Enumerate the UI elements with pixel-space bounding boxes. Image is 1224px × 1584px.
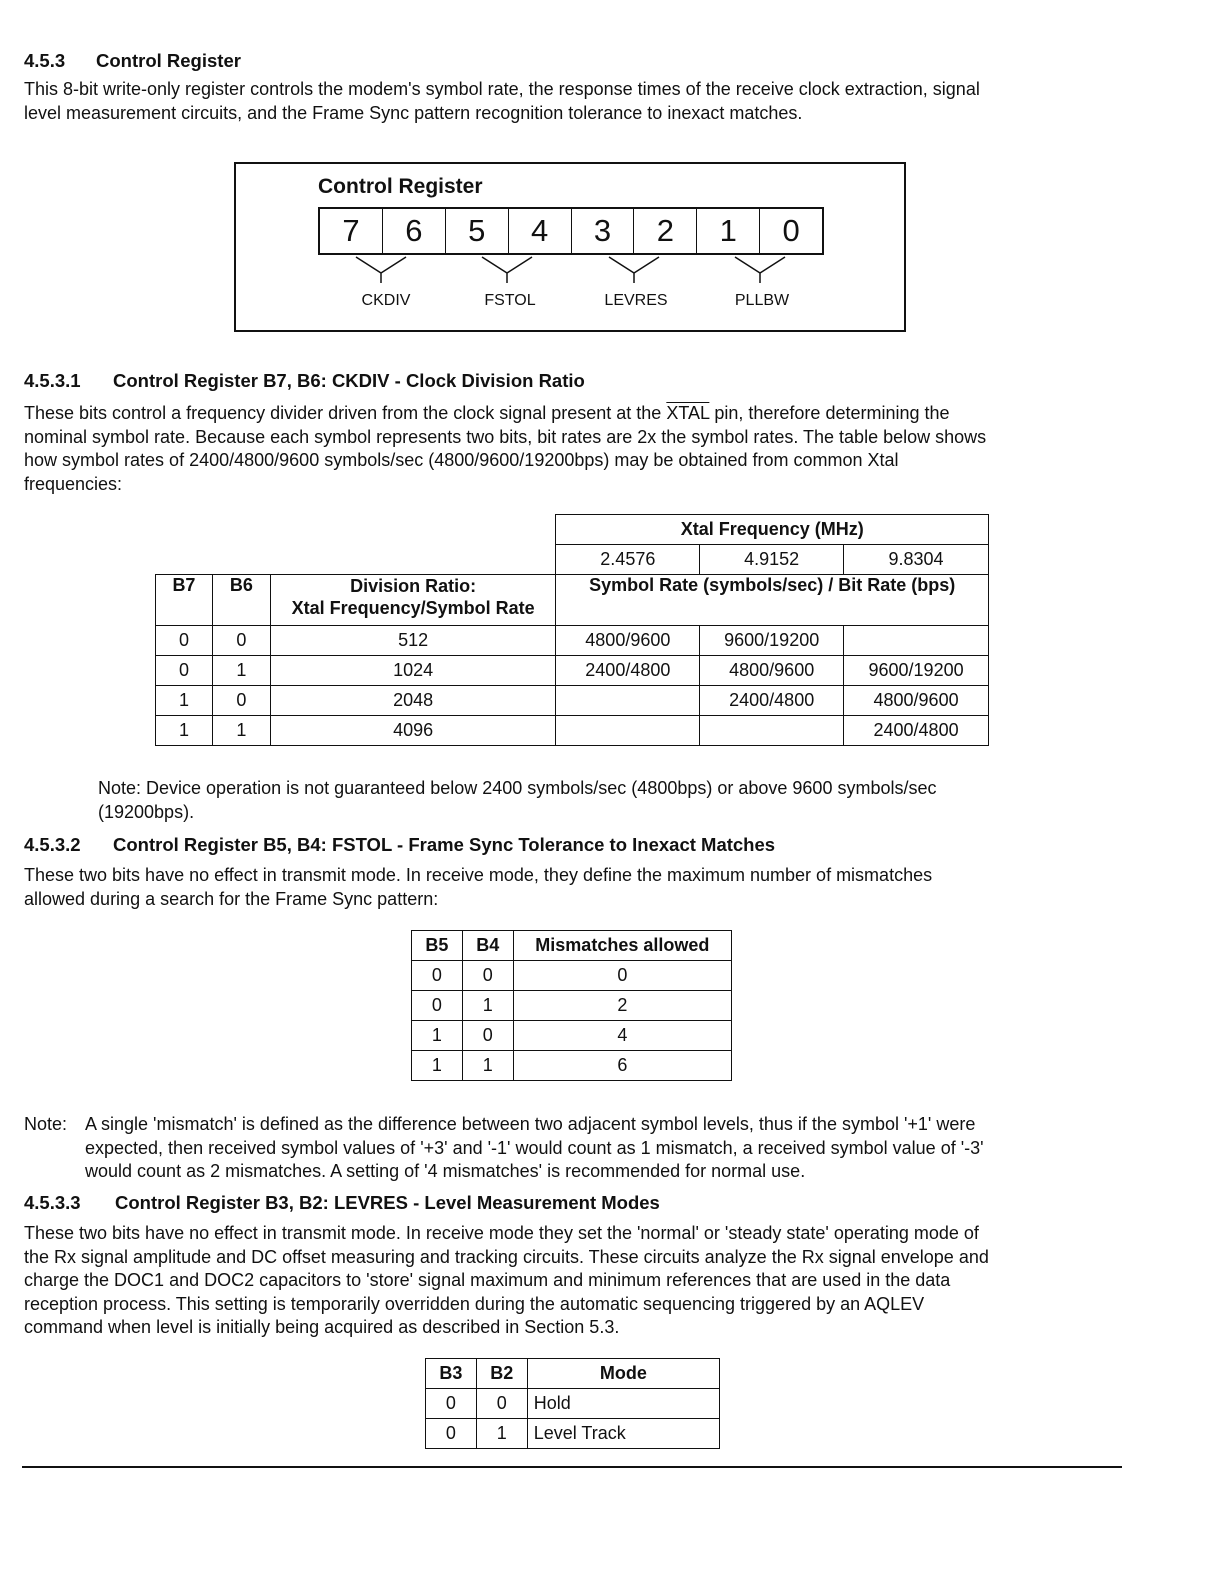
fstol-bracket — [482, 257, 532, 283]
freq-header: 4.9152 — [700, 545, 844, 575]
ckdiv-table — [155, 514, 989, 746]
section-heading-4-5-3 — [24, 50, 241, 72]
register-bit: 5 — [446, 209, 509, 253]
register-bit: 0 — [782, 213, 800, 248]
register-bit: 4 — [509, 209, 572, 253]
paragraph-line: nominal symbol rate. Because each symbol represents two bits, bit rates are 2x the symbol rates. The table below shows — [24, 426, 987, 447]
note-label: Note: — [24, 1114, 68, 1134]
paragraph-line: the Rx signal amplitude and DC offset measuring and tracking circuits. These circuits analyze the Rx signal envelope and — [24, 1246, 989, 1267]
paragraph-4-5-3-3 — [24, 1222, 989, 1340]
cell-rate — [700, 716, 844, 746]
cell-b3: 0 — [426, 1389, 477, 1419]
table-row — [426, 1419, 720, 1449]
cell-b5: 0 — [412, 961, 463, 991]
register-bit-row — [318, 207, 824, 255]
cell-b6: 0 — [212, 686, 270, 716]
ckdiv-bracket — [356, 257, 406, 283]
section-title: Control Register B7, B6: CKDIV - Clock Division Ratio — [113, 370, 585, 391]
field-label-levres: LEVRES — [604, 292, 668, 309]
cell-b6: 0 — [212, 626, 270, 656]
cell-b7: 0 — [156, 626, 213, 656]
levres-bracket — [609, 257, 659, 283]
cell-b6: 1 — [212, 716, 270, 746]
table-row — [156, 686, 989, 716]
section-title: Control Register B5, B4: FSTOL - Frame Sync Tolerance to Inexact Matches — [113, 834, 776, 855]
col-header-b5: B5 — [412, 931, 463, 961]
field-label-ckdiv: CKDIV — [361, 292, 411, 309]
paragraph-line — [24, 402, 986, 426]
cell-rate: 4800/9600 — [700, 656, 844, 686]
cell-b5: 0 — [412, 991, 463, 1021]
paragraph-line: charge the DOC1 and DOC2 capacitors to 'store' signal maximum and minimum references that are used in the data — [24, 1270, 951, 1290]
col-header-mode: Mode — [527, 1359, 719, 1389]
paragraph-line: reception process. This setting is temporarily overridden during the automatic sequencing triggered by an AQLEV — [24, 1293, 925, 1314]
register-bit: 3 — [572, 209, 635, 253]
table-row — [412, 991, 732, 1021]
table-row — [156, 626, 989, 656]
cell-rate: 4800/9600 — [844, 686, 989, 716]
note-line: would count as 2 mismatches. A setting of '4 mismatches' is recommended for normal use. — [85, 1161, 806, 1181]
cell-rate — [556, 716, 700, 746]
section-heading-4-5-3-1 — [24, 370, 585, 392]
cell-b2: 0 — [476, 1389, 527, 1419]
cell-rate: 4800/9600 — [556, 626, 700, 656]
section-number: 4.5.3.3 — [24, 1192, 81, 1213]
section-title: Control Register B3, B2: LEVRES - Level Measurement Modes — [115, 1192, 660, 1213]
register-diagram-title: Control Register — [318, 175, 483, 198]
cell-ratio: 1024 — [270, 656, 556, 686]
paragraph-4-5-3 — [24, 78, 980, 125]
note-operation-range — [98, 777, 937, 824]
note-line: expected, then received symbol values of '+3' and '-1' would count as 1 mismatch, a received symbol value of '-3' — [85, 1137, 984, 1158]
section-heading-4-5-3-3 — [24, 1192, 660, 1214]
note-mismatch-definition — [24, 1113, 984, 1184]
section-number: 4.5.3.2 — [24, 834, 81, 855]
cell-rate: 2400/4800 — [844, 716, 989, 746]
cell-b7: 0 — [156, 656, 213, 686]
col-header-rate: Symbol Rate (symbols/sec) / Bit Rate (bps) — [556, 575, 989, 626]
section-title: Control Register — [96, 50, 241, 71]
field-label-pllbw: PLLBW — [734, 292, 790, 309]
cell-rate: 2400/4800 — [556, 656, 700, 686]
paragraph-line: command when level is initially being acquired as described in Section 5.3. — [24, 1317, 620, 1337]
cell-mismatches: 0 — [513, 961, 731, 991]
col-header-mismatches: Mismatches allowed — [513, 931, 731, 961]
section-heading-4-5-3-2 — [24, 834, 775, 856]
field-bracket-lines — [318, 255, 824, 285]
cell-b5: 1 — [412, 1021, 463, 1051]
cell-rate: 9600/19200 — [700, 626, 844, 656]
paragraph-line: This 8-bit write-only register controls the modem's symbol rate, the response times of the receive clock extraction, signal — [24, 79, 980, 99]
cell-ratio: 512 — [270, 626, 556, 656]
xtal-frequency-header: Xtal Frequency (MHz) — [556, 515, 989, 545]
cell-mismatches: 2 — [513, 991, 731, 1021]
col-header-b2: B2 — [476, 1359, 527, 1389]
paragraph-4-5-3-2 — [24, 864, 932, 911]
cell-mode: Level Track — [527, 1419, 719, 1449]
table-row — [412, 1051, 732, 1081]
cell-mismatches: 4 — [513, 1021, 731, 1051]
register-bit: 1 — [697, 209, 760, 253]
pllbw-bracket — [735, 257, 785, 283]
cell-mismatches: 6 — [513, 1051, 731, 1081]
cell-b3: 0 — [426, 1419, 477, 1449]
cell-rate: 9600/19200 — [844, 656, 989, 686]
paragraph-line: allowed during a search for the Frame Sync pattern: — [24, 888, 439, 909]
table-row — [412, 1021, 732, 1051]
col-header-b6: B6 — [212, 575, 270, 626]
xtal-pin-label: XTAL — [666, 403, 710, 423]
table-row — [412, 961, 732, 991]
col-header-b7: B7 — [156, 575, 213, 626]
cell-ratio: 2048 — [270, 686, 556, 716]
cell-ratio: 4096 — [270, 716, 556, 746]
freq-header: 9.8304 — [844, 545, 989, 575]
cell-rate — [556, 686, 700, 716]
paragraph-text: These bits control a frequency divider driven from the clock signal present at the — [24, 403, 662, 423]
levres-table — [425, 1358, 720, 1449]
cell-b7: 1 — [156, 686, 213, 716]
fstol-table — [411, 930, 732, 1081]
freq-header: 2.4576 — [556, 545, 700, 575]
ratio-header-line: Division Ratio: — [350, 576, 477, 596]
note-line: A single 'mismatch' is defined as the difference between two adjacent symbol levels, thus if the symbol '+1' were — [85, 1114, 976, 1134]
col-header-b3: B3 — [426, 1359, 477, 1389]
cell-b7: 1 — [156, 716, 213, 746]
register-bit: 6 — [383, 209, 446, 253]
cell-rate: 2400/4800 — [700, 686, 844, 716]
section-number: 4.5.3 — [24, 50, 66, 71]
paragraph-line: level measurement circuits, and the Frame Sync pattern recognition tolerance to inexact matches. — [24, 102, 803, 123]
register-bit: 2 — [634, 209, 697, 253]
field-label-fstol: FSTOL — [484, 292, 536, 309]
cell-b4: 1 — [462, 1051, 513, 1081]
cell-b5: 1 — [412, 1051, 463, 1081]
cell-b6: 1 — [212, 656, 270, 686]
cell-b4: 0 — [462, 1021, 513, 1051]
note-line: Note: Device operation is not guaranteed below 2400 symbols/sec (4800bps) or above 9600 symbols/sec — [98, 778, 937, 798]
note-line: (19200bps). — [98, 801, 195, 822]
ratio-header-line: Xtal Frequency/Symbol Rate — [291, 598, 535, 618]
table-row — [156, 656, 989, 686]
table-header-row — [412, 931, 732, 961]
col-header-ratio — [270, 575, 556, 626]
table-header-row — [156, 545, 989, 575]
table-header-row — [156, 575, 989, 626]
paragraph-line: These two bits have no effect in transmit mode. In receive mode, they define the maximum number of mismatches — [24, 865, 933, 885]
cell-b2: 1 — [476, 1419, 527, 1449]
table-header-row — [156, 515, 989, 545]
footer-rule — [22, 1466, 1122, 1468]
cell-mode: Hold — [527, 1389, 719, 1419]
paragraph-4-5-3-1 — [24, 402, 986, 496]
paragraph-line: frequencies: — [24, 473, 123, 494]
cell-rate — [844, 626, 989, 656]
paragraph-line: These two bits have no effect in transmit mode. In receive mode they set the 'normal' or 'steady state' operating mode of — [24, 1223, 979, 1243]
table-row — [426, 1389, 720, 1419]
section-number: 4.5.3.1 — [24, 370, 81, 391]
cell-b4: 0 — [462, 961, 513, 991]
cell-b4: 1 — [462, 991, 513, 1021]
paragraph-text: pin, therefore determining the — [714, 403, 950, 423]
table-row — [156, 716, 989, 746]
paragraph-line: how symbol rates of 2400/4800/9600 symbols/sec (4800/9600/19200bps) may be obtained from common Xtal — [24, 450, 899, 470]
col-header-b4: B4 — [462, 931, 513, 961]
register-bit: 7 — [320, 209, 383, 253]
table-header-row — [426, 1359, 720, 1389]
